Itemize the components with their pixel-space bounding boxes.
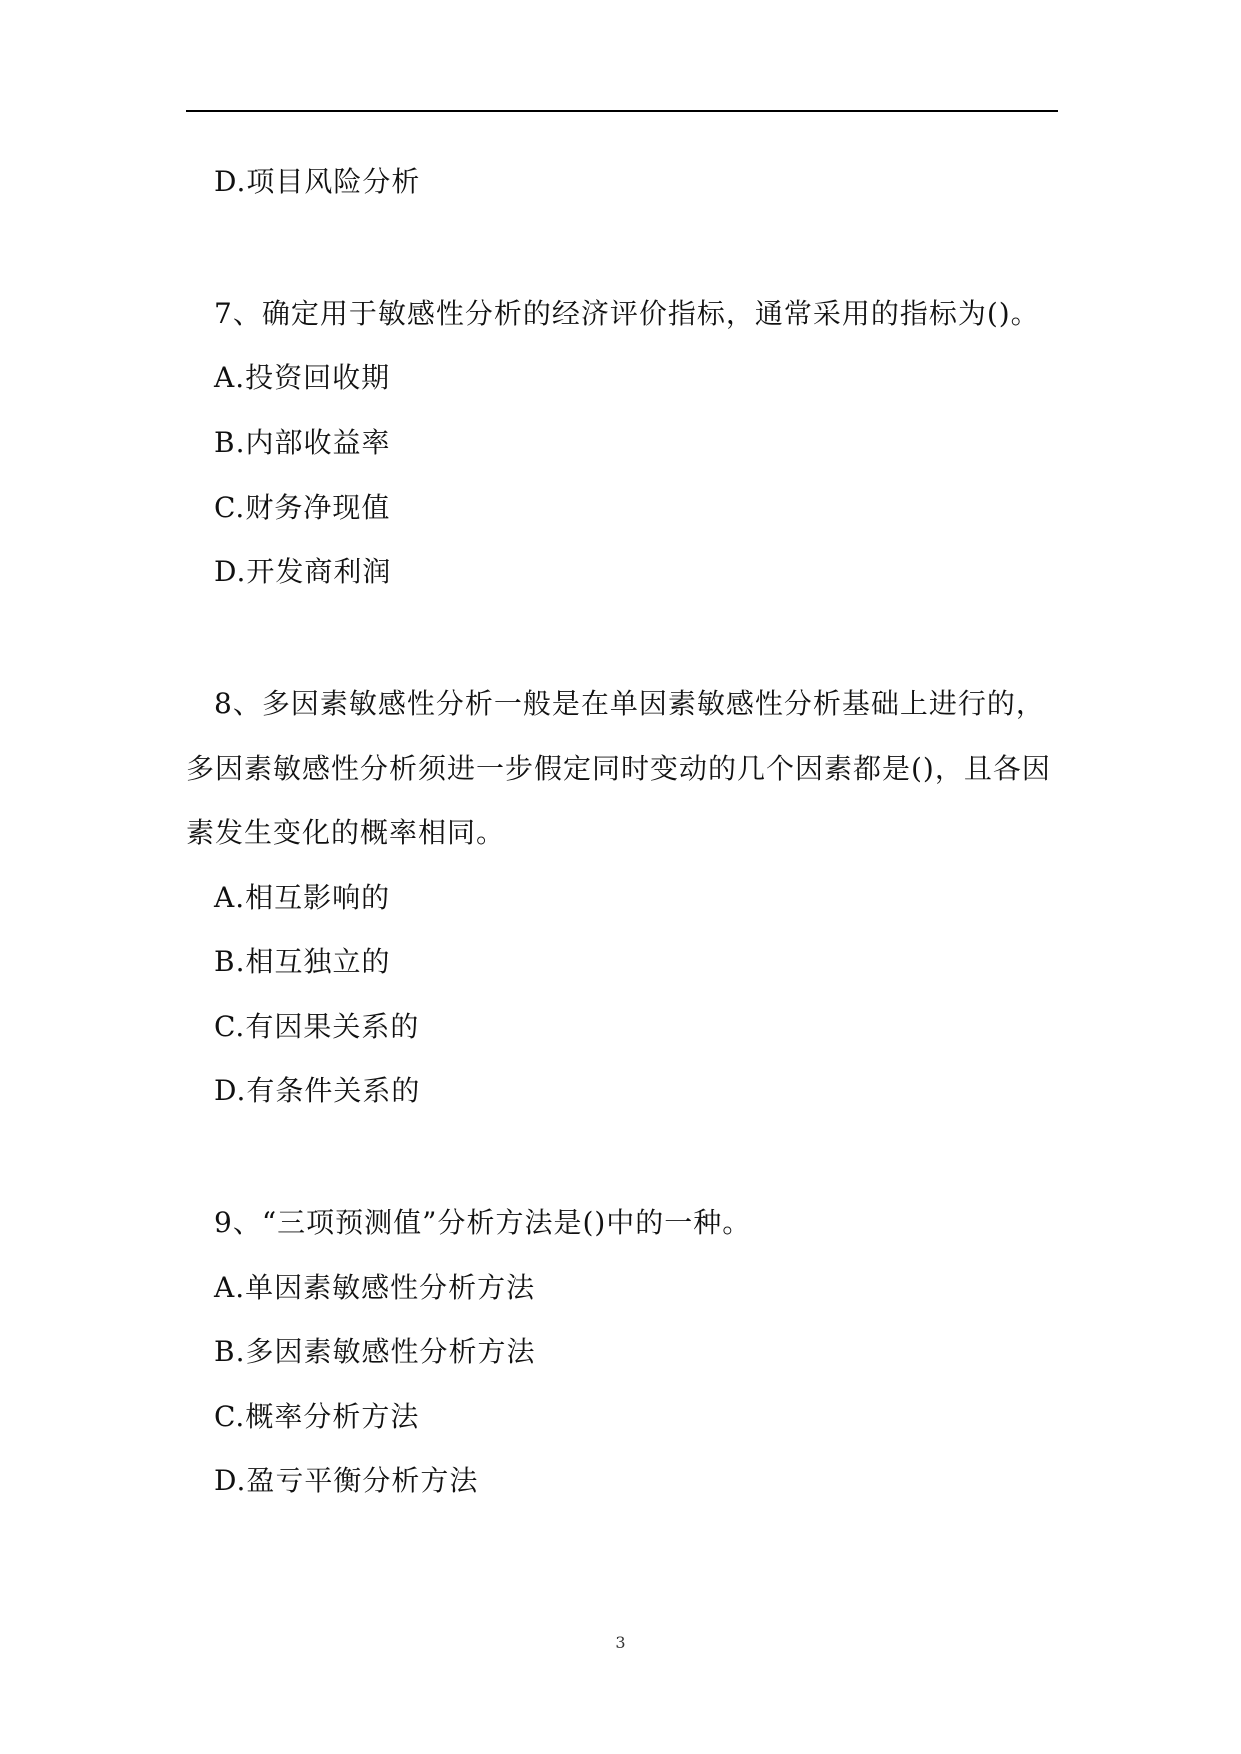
question-8-stem-line-2: 多因素敏感性分析须进一步假定同时变动的几个因素都是()，且各因 [186, 752, 1051, 785]
question-8-option-b: B.相互独立的 [214, 945, 391, 978]
question-7-stem: 7、确定用于敏感性分析的经济评价指标，通常采用的指标为()。 [214, 297, 1040, 330]
question-9-option-a: A.单因素敏感性分析方法 [214, 1271, 536, 1304]
question-9-option-b: B.多因素敏感性分析方法 [214, 1335, 536, 1368]
page-number: 3 [615, 1633, 626, 1652]
question-7-option-d: D.开发商利润 [214, 555, 392, 588]
question-8-option-d: D.有条件关系的 [214, 1074, 421, 1107]
question-8-stem-line-3: 素发生变化的概率相同。 [186, 816, 506, 849]
question-8-option-c: C.有因果关系的 [214, 1010, 420, 1043]
question-7-option-c: C.财务净现值 [214, 491, 391, 524]
question-9-option-c: C.概率分析方法 [214, 1400, 420, 1433]
question-8-option-a: A.相互影响的 [214, 881, 391, 914]
question-8-stem-line-1: 8、多因素敏感性分析一般是在单因素敏感性分析基础上进行的， [214, 687, 1045, 720]
question-7-option-b: B.内部收益率 [214, 426, 391, 459]
prev-question-option-d: D.项目风险分析 [214, 165, 421, 198]
question-9-option-d: D.盈亏平衡分析方法 [214, 1464, 479, 1497]
header-rule [186, 110, 1058, 112]
question-9-stem: 9、“三项预测值”分析方法是()中的一种。 [214, 1206, 752, 1239]
question-7-option-a: A.投资回收期 [214, 361, 391, 394]
